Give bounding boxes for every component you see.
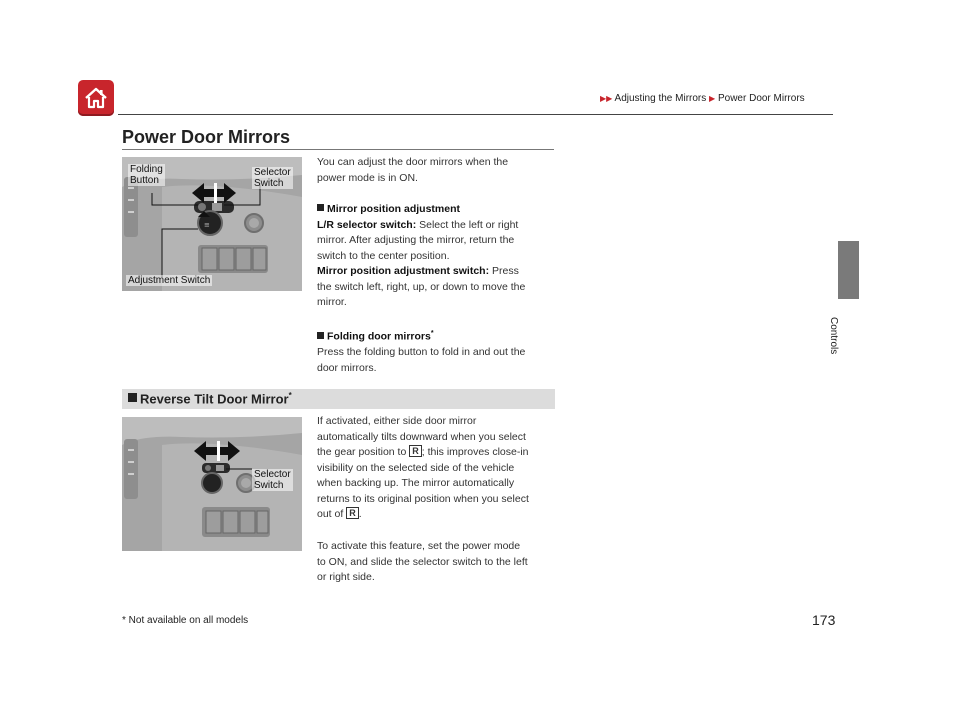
lr-selector-text: switch to the center position. <box>317 249 450 262</box>
mirror-controls-illustration <box>122 157 302 291</box>
activation-paragraph <box>317 539 557 586</box>
lr-selector-term: L/R selector switch: <box>317 218 417 231</box>
position-switch-text: the switch left, right, up, or down to move the <box>317 280 526 293</box>
position-switch-text: mirror. <box>317 296 347 308</box>
footnote: * Not available on all models <box>122 615 249 626</box>
header-divider <box>118 114 833 115</box>
reverse-tilt-text: the gear position to <box>317 446 410 458</box>
breadcrumb-item-adjusting-mirrors[interactable]: Adjusting the Mirrors <box>614 93 707 104</box>
gear-r-badge: R <box>409 445 422 457</box>
position-switch-term: Mirror position adjustment switch: <box>317 265 490 277</box>
breadcrumb <box>600 93 805 104</box>
section-square-icon <box>317 204 324 211</box>
activation-text: To activate this feature, set the power mode <box>317 540 521 552</box>
selector-label-line2: Switch <box>254 480 284 491</box>
reverse-tilt-text: when backing up. The mirror automatically <box>317 477 515 489</box>
reverse-tilt-paragraph <box>317 414 557 523</box>
breadcrumb-arrow-icon: ▶▶ <box>600 94 613 103</box>
selector-label-line2: Switch <box>254 178 284 189</box>
folding-label-line1: Folding <box>130 164 163 175</box>
folding-button-label <box>128 164 165 186</box>
breadcrumb-item-power-door-mirrors[interactable]: Power Door Mirrors <box>717 93 805 104</box>
reverse-tilt-text: . <box>358 508 362 520</box>
chapter-tab[interactable] <box>838 241 859 299</box>
folding-label-line2: Button <box>130 175 159 186</box>
selector-label-line1: Selector <box>254 167 291 178</box>
section-square-icon <box>317 332 324 339</box>
svg-text:≡: ≡ <box>204 221 210 229</box>
lr-selector-text: Select the left or right <box>416 218 519 231</box>
reverse-tilt-text: ; this improves close-in <box>421 446 529 458</box>
folding-text: Press the folding button to fold in and out the <box>317 346 526 358</box>
breadcrumb-arrow-icon: ▶ <box>709 94 716 103</box>
activation-text: to ON, and slide the selector switch to the left <box>317 555 528 568</box>
reverse-tilt-text: returns to its original position when you select <box>317 492 529 505</box>
reverse-tilt-text: If activated, either side door mirror <box>317 415 477 427</box>
reverse-tilt-text: out of <box>317 508 347 520</box>
chapter-tab-label: Controls <box>828 317 839 355</box>
title-divider <box>122 149 554 150</box>
folding-mirrors-heading <box>317 326 557 345</box>
reverse-tilt-heading-text: Reverse Tilt Door Mirror <box>140 391 289 407</box>
reverse-tilt-text: visibility on the selected side of the vehicle <box>317 461 515 474</box>
position-switch-text: Press <box>489 265 519 277</box>
page-number: 173 <box>812 612 836 628</box>
intro-line: power mode is in ON. <box>317 171 418 184</box>
adjustment-switch-label: Adjustment Switch <box>128 275 211 286</box>
folding-heading-text: Folding door mirrors <box>327 330 431 343</box>
reverse-tilt-illustration <box>122 417 302 551</box>
footnote-star: * <box>430 330 434 337</box>
intro-line: You can adjust the door mirrors when the <box>317 156 509 168</box>
lr-selector-text: mirror. After adjusting the mirror, return the <box>317 234 515 246</box>
mirror-adjustment-heading-text: Mirror position adjustment <box>327 203 461 215</box>
page-title: Power Door Mirrors <box>122 127 291 147</box>
home-icon <box>83 85 109 111</box>
mirror-adjustment-heading <box>317 202 557 218</box>
intro-paragraph <box>317 155 557 186</box>
selector-label-line1: Selector <box>254 469 291 480</box>
home-button[interactable] <box>78 80 114 116</box>
activation-text: or right side. <box>317 571 375 583</box>
reverse-tilt-heading <box>128 391 292 406</box>
mirror-adjustment-section <box>317 202 557 311</box>
selector-switch-label <box>252 167 293 189</box>
gear-r-badge: R <box>346 507 359 519</box>
section-square-icon <box>128 393 137 402</box>
footnote-star: * <box>288 391 292 400</box>
selector-switch-label <box>252 469 293 491</box>
folding-text: door mirrors. <box>317 361 377 374</box>
reverse-tilt-text: automatically tilts downward when you select <box>317 430 526 443</box>
folding-mirrors-section <box>317 326 557 376</box>
